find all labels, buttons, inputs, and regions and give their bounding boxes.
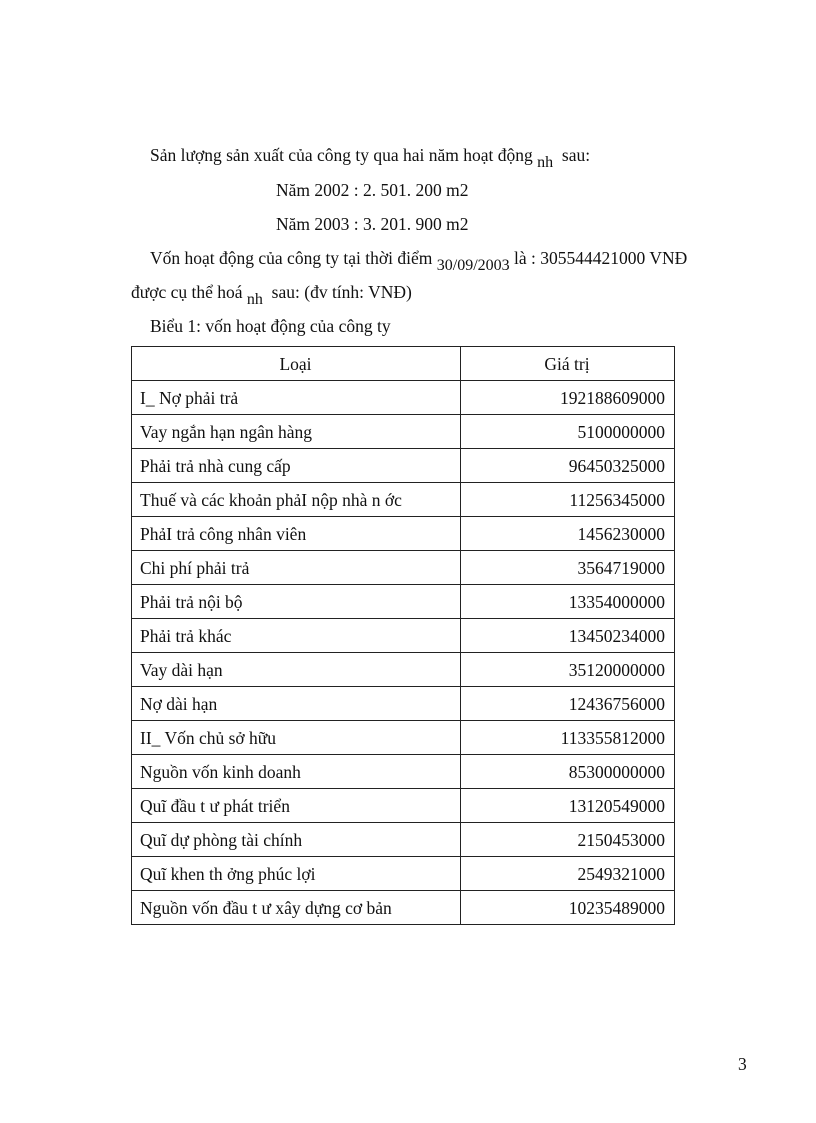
capital-detail-line xyxy=(131,281,412,308)
row-category: Phải trả nhà cung cấp xyxy=(132,449,461,483)
row-category: Chi phí phải trả xyxy=(132,551,461,585)
capital-detail-text: được cụ thể hoá xyxy=(131,282,243,302)
table-row xyxy=(132,687,675,721)
table-row xyxy=(132,789,675,823)
row-category: Nguồn vốn kinh doanh xyxy=(132,755,461,789)
row-value: 85300000000 xyxy=(461,755,675,789)
table-header-row xyxy=(132,347,675,381)
row-value: 13450234000 xyxy=(461,619,675,653)
row-value: 35120000000 xyxy=(461,653,675,687)
row-value: 3564719000 xyxy=(461,551,675,585)
header-type: Loại xyxy=(132,347,461,381)
table-row xyxy=(132,721,675,755)
table-row xyxy=(132,551,675,585)
production-intro-text: Sản lượng sản xuất của công ty qua hai năm hoạt động xyxy=(150,145,533,165)
row-category: II_ Vốn chủ sở hữu xyxy=(132,721,461,755)
table-row xyxy=(132,755,675,789)
row-value: 1456230000 xyxy=(461,517,675,551)
capital-intro-text: Vốn hoạt động của công ty tại thời điểm xyxy=(150,248,433,268)
table-row xyxy=(132,483,675,517)
row-category: Nguồn vốn đầu t ư xây dựng cơ bản xyxy=(132,891,461,925)
row-value: 96450325000 xyxy=(461,449,675,483)
capital-detail-tail: sau: (đv tính: VNĐ) xyxy=(271,282,412,302)
production-2003: Năm 2003 : 3. 201. 900 m2 xyxy=(276,214,469,234)
row-value: 5100000000 xyxy=(461,415,675,449)
capital-date: 30/09/2003 xyxy=(436,257,510,274)
table-row xyxy=(132,619,675,653)
row-category: Phải trả nội bộ xyxy=(132,585,461,619)
table-row xyxy=(132,585,675,619)
row-category: Vay ngắn hạn ngân hàng xyxy=(132,415,461,449)
row-value: 13120549000 xyxy=(461,789,675,823)
table-row xyxy=(132,857,675,891)
row-category: Quĩ khen th ởng phúc lợi xyxy=(132,857,461,891)
row-category: Vay dài hạn xyxy=(132,653,461,687)
table-caption: Biểu 1: vốn hoạt động của công ty xyxy=(150,316,391,336)
table-row xyxy=(132,449,675,483)
table-row xyxy=(132,415,675,449)
row-value: 13354000000 xyxy=(461,585,675,619)
row-category: Quĩ dự phòng tài chính xyxy=(132,823,461,857)
capital-detail-sub: nh xyxy=(246,291,263,308)
production-2002: Năm 2002 : 2. 501. 200 m2 xyxy=(276,180,469,200)
row-value: 2549321000 xyxy=(461,857,675,891)
table-row xyxy=(132,823,675,857)
capital-intro-line xyxy=(150,247,688,274)
row-category: Thuế và các khoản phảI nộp nhà n ớc xyxy=(132,483,461,517)
row-category: I_ Nợ phải trả xyxy=(132,381,461,415)
production-intro-line xyxy=(150,144,591,171)
table-row xyxy=(132,517,675,551)
capital-total: là : 305544421000 VNĐ xyxy=(514,248,688,268)
row-value: 2150453000 xyxy=(461,823,675,857)
production-intro-sub: nh xyxy=(537,154,554,171)
production-intro-tail: sau: xyxy=(561,145,591,165)
row-value: 192188609000 xyxy=(461,381,675,415)
row-category: Quĩ đầu t ư phát triển xyxy=(132,789,461,823)
page-number: 3 xyxy=(738,1054,747,1074)
table-row xyxy=(132,891,675,925)
row-value: 113355812000 xyxy=(461,721,675,755)
row-value: 12436756000 xyxy=(461,687,675,721)
header-value: Giá trị xyxy=(461,347,675,381)
table-row xyxy=(132,653,675,687)
table-row xyxy=(132,381,675,415)
row-value: 10235489000 xyxy=(461,891,675,925)
row-category: Nợ dài hạn xyxy=(132,687,461,721)
capital-table xyxy=(131,346,675,925)
row-category: PhảI trả công nhân viên xyxy=(132,517,461,551)
row-category: Phải trả khác xyxy=(132,619,461,653)
row-value: 11256345000 xyxy=(461,483,675,517)
